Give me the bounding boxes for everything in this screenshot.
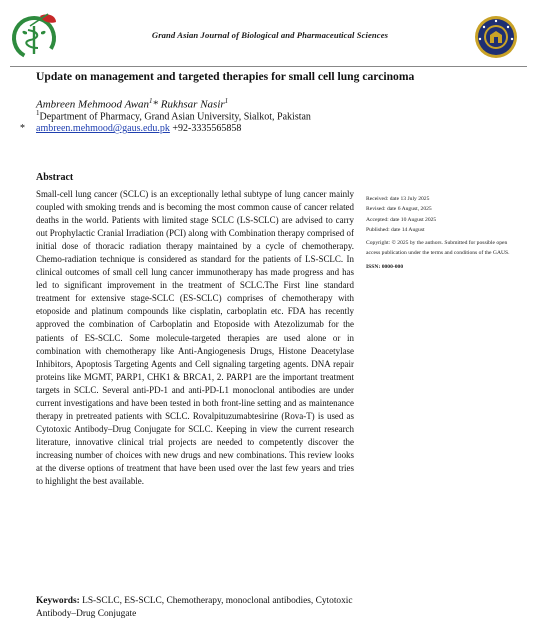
email-link[interactable]: ambreen.mehmood@gaus.edu.pk [36,123,170,134]
caduceus-leaf-icon [10,10,60,62]
accepted-date: Accepted: date 10 August 2025 [366,216,437,223]
copyright-notice: Copyright: © 2025 by the authors. Submitted for possible open access publication under the terms and conditions of the GAUS. [366,240,510,256]
publication-info [366,194,522,272]
journal-logo [10,10,60,62]
journal-name: Grand Asian Journal of Biological and Pharmaceutical Sciences [151,30,389,40]
keywords-label: Keywords: [36,596,80,606]
revised-date: Revised: date 6 August, 2025 [366,206,432,213]
contact-line [20,123,241,134]
author-name: Ambreen Mehmood Awan [36,98,150,111]
header-divider [10,66,527,67]
issn: ISSN: 0000-000 [366,264,404,271]
author-superscript: 1 [224,97,229,105]
affiliation-superscript: 1 [36,109,40,117]
received-date: Received: date 13 July 2025 [366,196,430,202]
abstract-heading: Abstract [36,172,74,183]
corresponding-mark: * [20,123,25,134]
phone-number: +92-3335565858 [172,123,242,134]
corresponding-mark: * [152,98,159,111]
affiliation-text: Department of Pharmacy, Grand Asian University, Sialkot, Pakistan [39,111,311,123]
abstract-body: Small-cell lung cancer (SCLC) is an exceptionally lethal subtype of lung cancer mainly coupled with smoking trends and is becoming the most common cause of cancer related deaths in the world. Patients with limited stage SCLC (LS-SCLC) are advised to carry out Prophylactic Cranial Irradiation (PCI) along with Combination therapy comprised of initial dose of thoracic radiation therapy maintained by a cycle of chemotherapy. Chemo-radiation technique is considered as standard for the patients of LS-SCLC. In clinical outcomes of small cell lung cancer immunotherapy has made progress and has led to significant improvement in the treatment of SCLC.The First line standard treatment for extensive stage-SCLC (ES-SCLC) comprises of chemotherapy with etoposide and platinum compounds like cisplatin, carboplatin etc. FDA has recently approved the combination of Carboplatin and Etoposide with Atezolizumab for the patients of ES-SCLC. Some molecule-targeted therapies are used alone or in combination with chemotherapy like Anti-Angiogenesis Drugs, Histone Deacetylase Inhibitors, Apoptosis Targeting Agents and Cell signaling targeting agents. DNA repair proteins like MGMT, PARP1, CHK1 & BRCA1, 2. PARP1 are the important treatment targets in SCLC. Several anti-PD-1 and anti-PD-L1 monoclonal antibodies are under current investigations and have been tested in both front-line setting and as maintenance therapy in pretreated patients with SCLC. Rovalpituzumabtesirine (Rova-T) is used as Cytotoxic Antibody–Drug Conjugate for SCLC. Keeping in view the current research literature, innovative clinical trial projects are needed to competently discover the increasing number of choices with new drugs and new combinations. This review looks at the diverse options of treatment that have been used over the last few years and tries to highlight the best available. [36,189,354,487]
keywords [36,595,354,621]
author-superscript: 1 [149,97,153,105]
published-date: Published: date 14 August [366,226,425,233]
university-seal-icon [474,15,518,59]
keywords-text: LS-SCLC, ES-SCLC, Chemotherapy, monoclonal antibodies, Cytotoxic Antibody–Drug Conjugate [36,596,353,619]
affiliation [36,109,311,122]
article-title: Update on management and targeted therapies for small cell lung carcinoma [36,70,415,83]
author-name: Rukhsar Nasir [160,98,225,111]
university-emblem [474,15,518,59]
